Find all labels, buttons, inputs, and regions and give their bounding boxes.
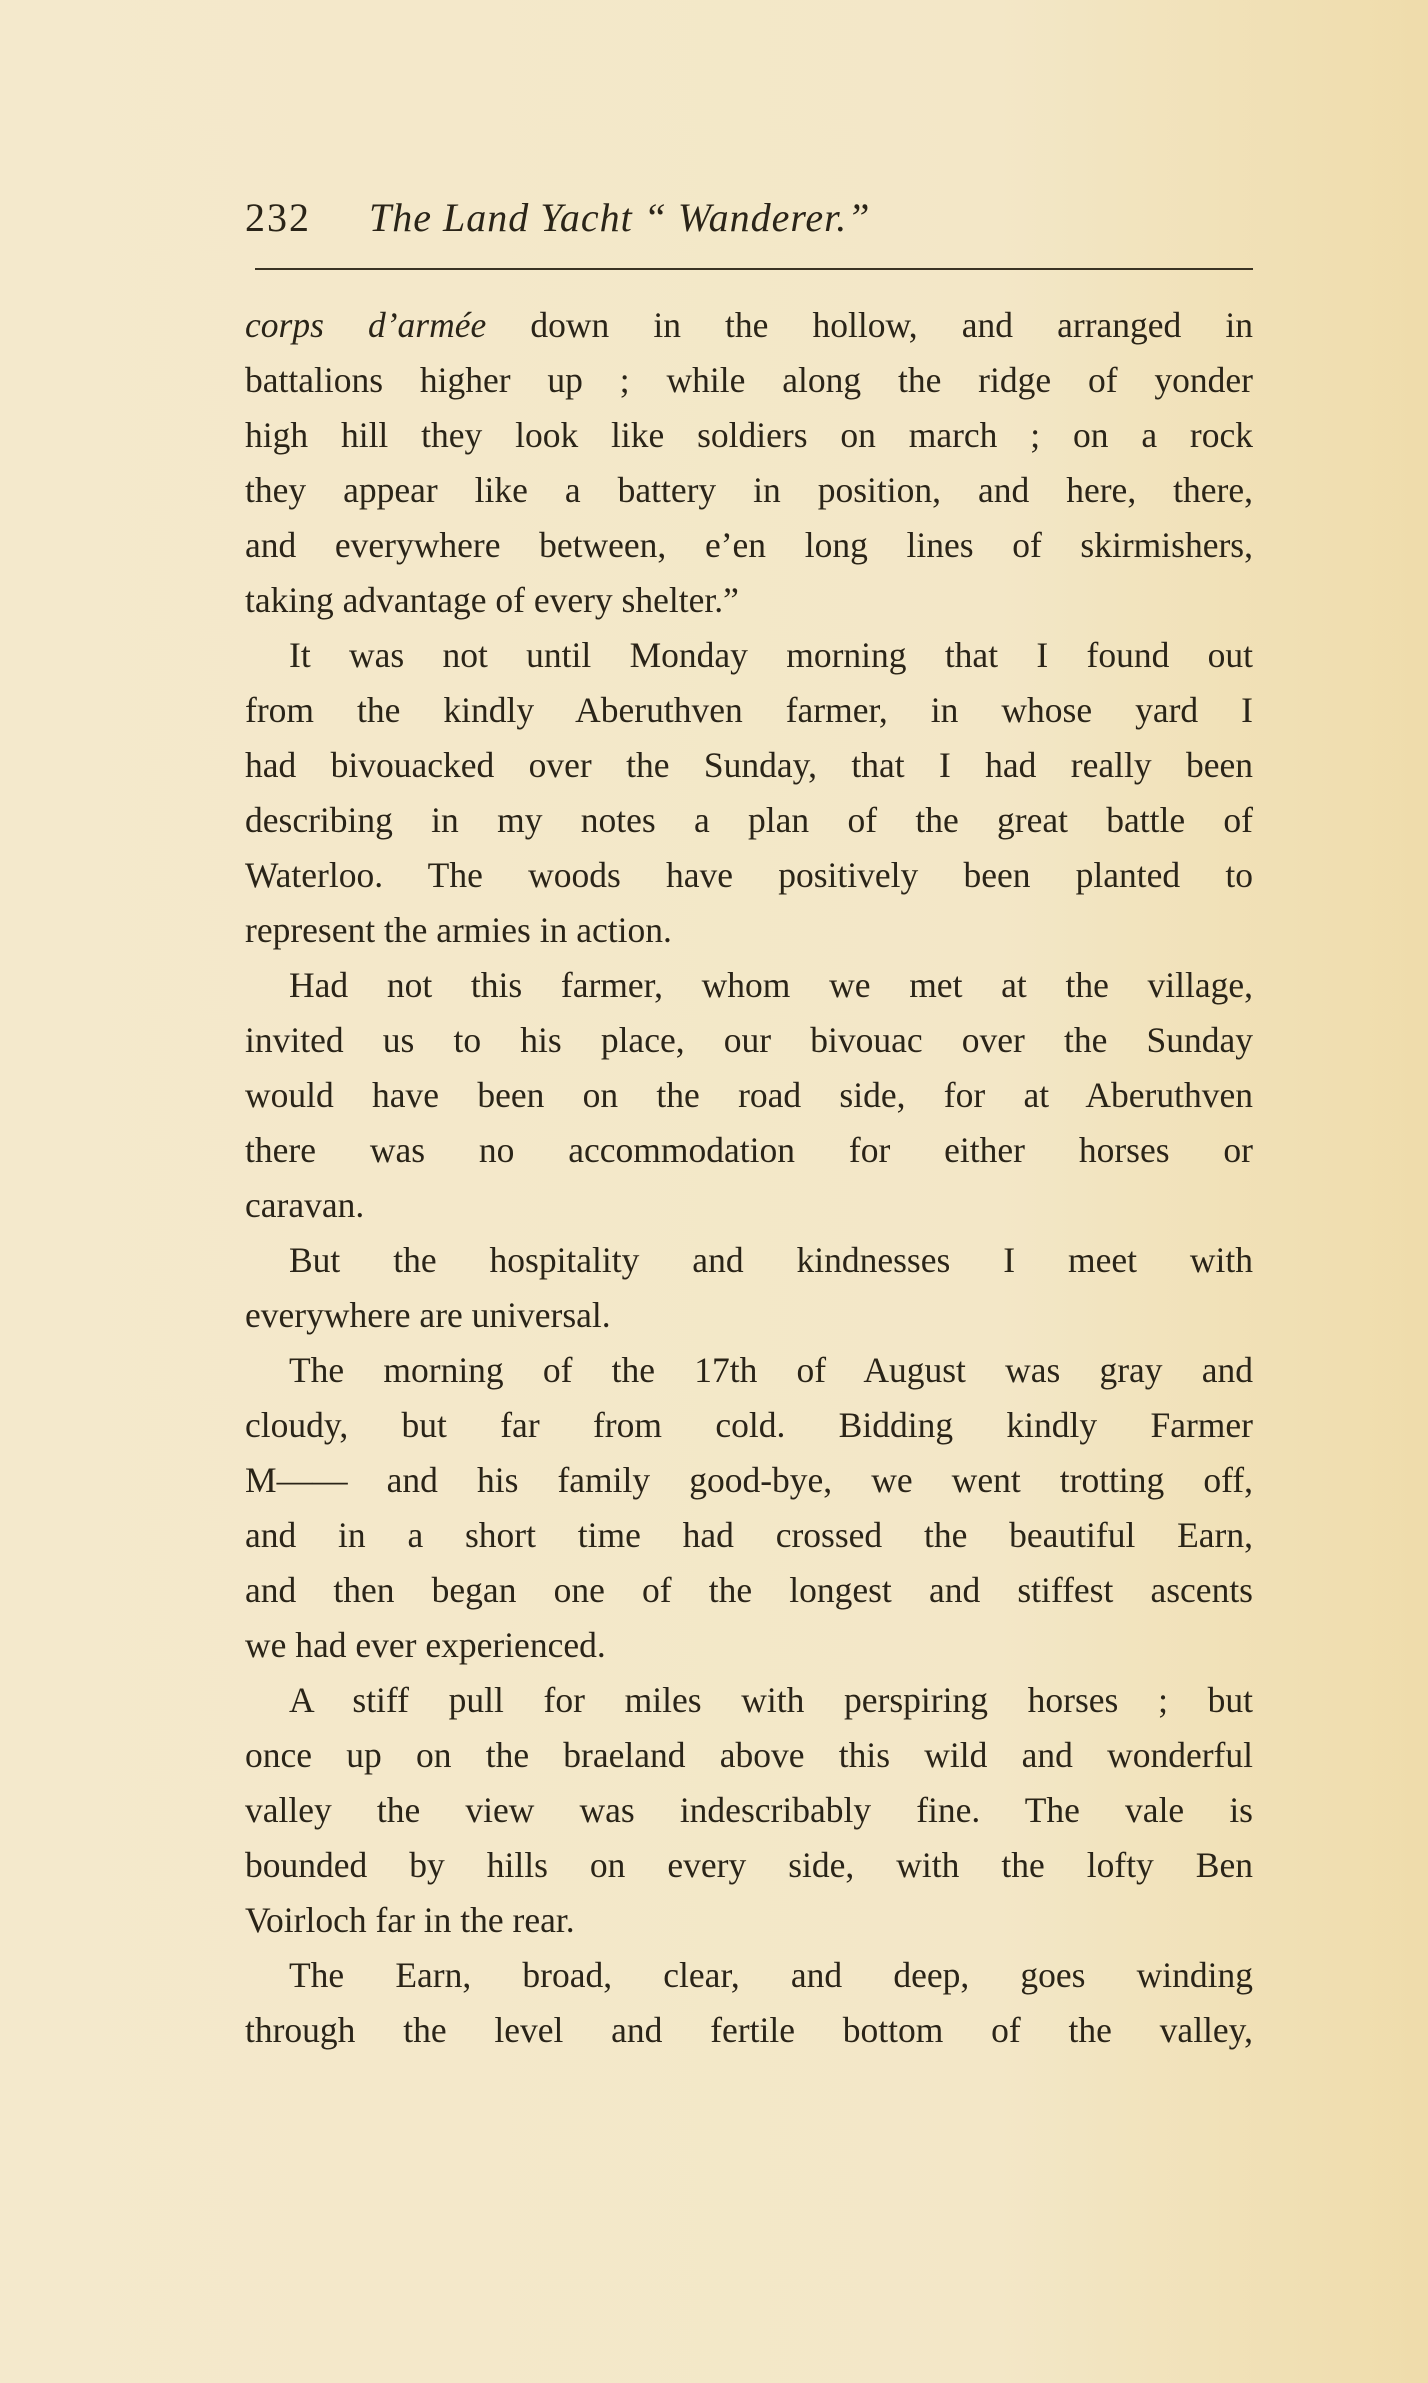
page-number: 232 [245, 195, 311, 240]
text-line: Waterloo. The woods have positively been planted to [245, 855, 1253, 895]
running-title: The Land Yacht “ Wanderer.” [369, 195, 871, 240]
text-line [245, 298, 1253, 353]
text-line: But the hospitality and kindnesses I meet with [289, 1240, 1253, 1280]
page-header [245, 188, 1255, 248]
text-line: once up on the braeland above this wild and wonderful [245, 1735, 1253, 1775]
text-line: The Earn, broad, clear, and deep, goes winding [289, 1955, 1253, 1995]
text-line: represent the armies in action. [245, 910, 672, 950]
text-line: taking advantage of every shelter.” [245, 580, 739, 620]
body-text [245, 298, 1253, 2058]
text-line: bounded by hills on every side, with the lofty Ben [245, 1845, 1253, 1885]
text-line: and in a short time had crossed the beautiful Earn, [245, 1515, 1253, 1555]
text-line: they appear like a battery in position, and here, there, [245, 470, 1253, 510]
text-line: and everywhere between, e’en long lines of skirmishers, [245, 525, 1253, 565]
text-line: there was no accommodation for either horses or [245, 1130, 1253, 1170]
text-line: through the level and fertile bottom of the valley, [245, 2010, 1253, 2050]
text-line: invited us to his place, our bivouac over the Sunday [245, 1020, 1253, 1060]
text-line: everywhere are universal. [245, 1295, 611, 1335]
text-line: valley the view was indescribably fine. The vale is [245, 1790, 1253, 1830]
text-line: had bivouacked over the Sunday, that I had really been [245, 745, 1253, 785]
header-rule [255, 268, 1253, 270]
text-line: high hill they look like soldiers on march ; on a rock [245, 415, 1253, 455]
text-line: It was not until Monday morning that I found out [289, 635, 1253, 675]
italic-phrase: corps d’armée [245, 305, 487, 345]
text-line: caravan. [245, 1185, 365, 1225]
text-line: cloudy, but far from cold. Bidding kindly Farmer [245, 1405, 1253, 1445]
text-line-content: down in the hollow, and arranged in [486, 305, 1253, 345]
text-line: and then began one of the longest and stiffest ascents [245, 1570, 1253, 1610]
text-line: Voirloch far in the rear. [245, 1900, 575, 1940]
text-line: from the kindly Aberuthven farmer, in whose yard I [245, 690, 1253, 730]
text-line: would have been on the road side, for at Aberuthven [245, 1075, 1253, 1115]
text-line: describing in my notes a plan of the great battle of [245, 800, 1253, 840]
text-line: M—— and his family good-bye, we went trotting off, [245, 1460, 1253, 1500]
text-line: we had ever experienced. [245, 1625, 606, 1665]
text-line: A stiff pull for miles with perspiring horses ; but [289, 1680, 1253, 1720]
text-line: battalions higher up ; while along the ridge of yonder [245, 360, 1253, 400]
text-line: The morning of the 17th of August was gray and [289, 1350, 1253, 1390]
text-line: Had not this farmer, whom we met at the village, [289, 965, 1253, 1005]
